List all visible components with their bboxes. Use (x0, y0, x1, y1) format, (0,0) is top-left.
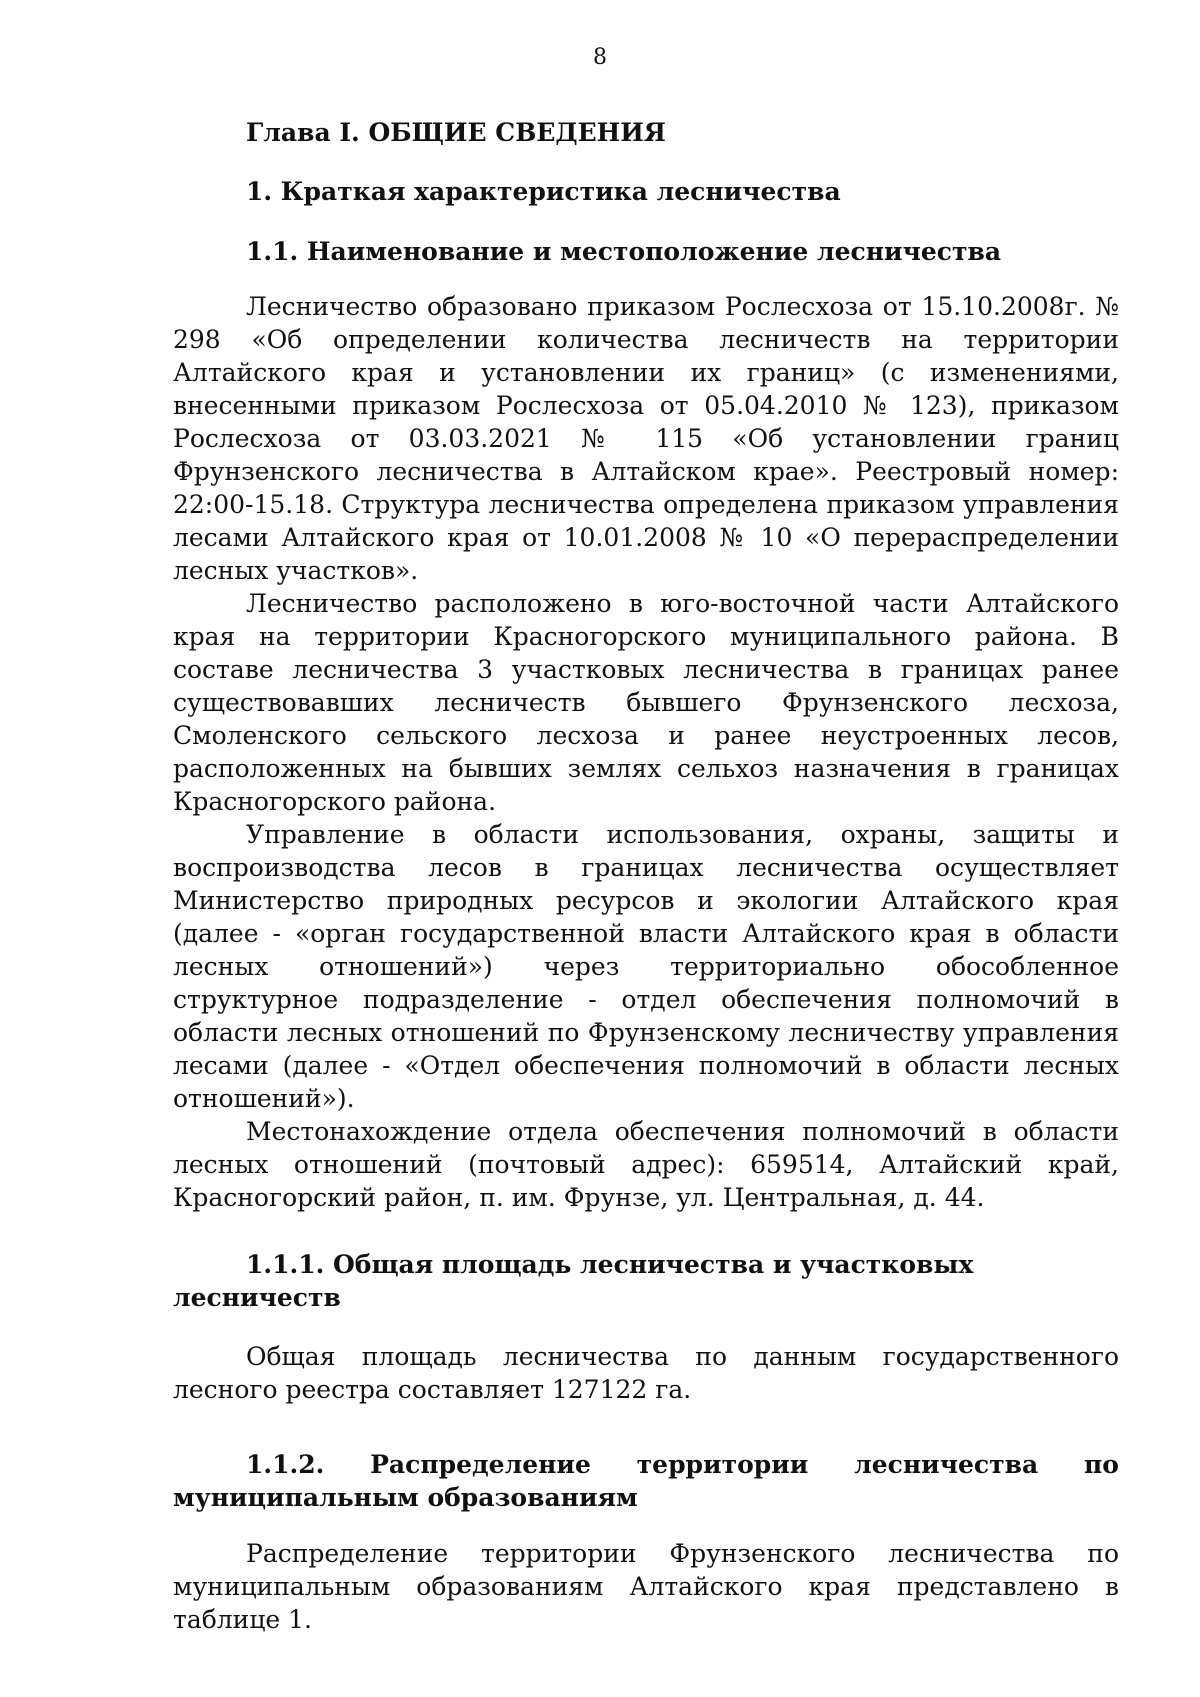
document-body (173, 110, 1119, 1636)
paragraph-address: Местонахождение отдела обеспечения полномочий в области лесных отношений (почтовый адрес): 659514, Алтайский край, Красногорский район, п. им. Фрунзе, ул. Центральная, д. 44. (173, 1117, 1119, 1212)
chapter-heading: Глава I. ОБЩИЕ СВЕДЕНИЯ (246, 118, 666, 147)
section-heading: 1. Краткая характеристика лесничества (246, 177, 841, 206)
paragraph-management: Управление в области использования, охраны, защиты и воспроизводства лесов в границах лесничества осуществляет Министерство природных ресурсов и экологии Алтайского края (далее - «орган государственной власти Алтайского края в области лесных отношений») через территориально обособленное структурное подразделение - отдел обеспечения полномочий в области лесных отношений по Фрунзенскому лесничеству управления лесами (далее - «Отдел обеспечения полномочий в области лесных отношений»). (173, 820, 1119, 1113)
subsection-heading: 1.1. Наименование и местоположение лесничества (246, 237, 1002, 266)
page-number: 8 (593, 45, 607, 70)
paragraph-distribution: Распределение территории Фрунзенского лесничества по муниципальным образованиям Алтайского края представлено в таблице 1. (173, 1539, 1119, 1634)
paragraph-total-area: Общая площадь лесничества по данным государственного лесного реестра составляет 127122 га. (173, 1342, 1119, 1404)
subsubsection-heading-area: 1.1.1. Общая площадь лесничества и участковых лесничеств (173, 1250, 974, 1312)
paragraph-location: Лесничество расположено в юго-восточной части Алтайского края на территории Красногорского муниципального района. В составе лесничества 3 участковых лесничества в границах ранее существовавших лесничеств бывшего Фрунзенского лесхоза, Смоленского сельского лесхоза и ранее неустроенных лесов, расположенных на бывших землях сельхоз назначения в границах Красногорского района. (173, 589, 1119, 816)
paragraph-establishment: Лесничество образовано приказом Рослесхоза от 15.10.2008г. № 298 «Об определении количества лесничеств на территории Алтайского края и установлении их границ» (с изменениями, внесенными приказом Рослесхоза от 05.04.2010 № 123), приказом Рослесхоза от 03.03.2021 № 115 «Об установлении границ Фрунзенского лесничества в Алтайском крае». Реестровый номер: 22:00-15.18. Структура лесничества определена приказом управления лесами Алтайского края от 10.01.2008 № 10 «О перераспределении лесных участков». (173, 292, 1119, 585)
subsubsection-heading-distribution: 1.1.2. Распределение территории лесничества по муниципальным образованиям (173, 1450, 1119, 1512)
